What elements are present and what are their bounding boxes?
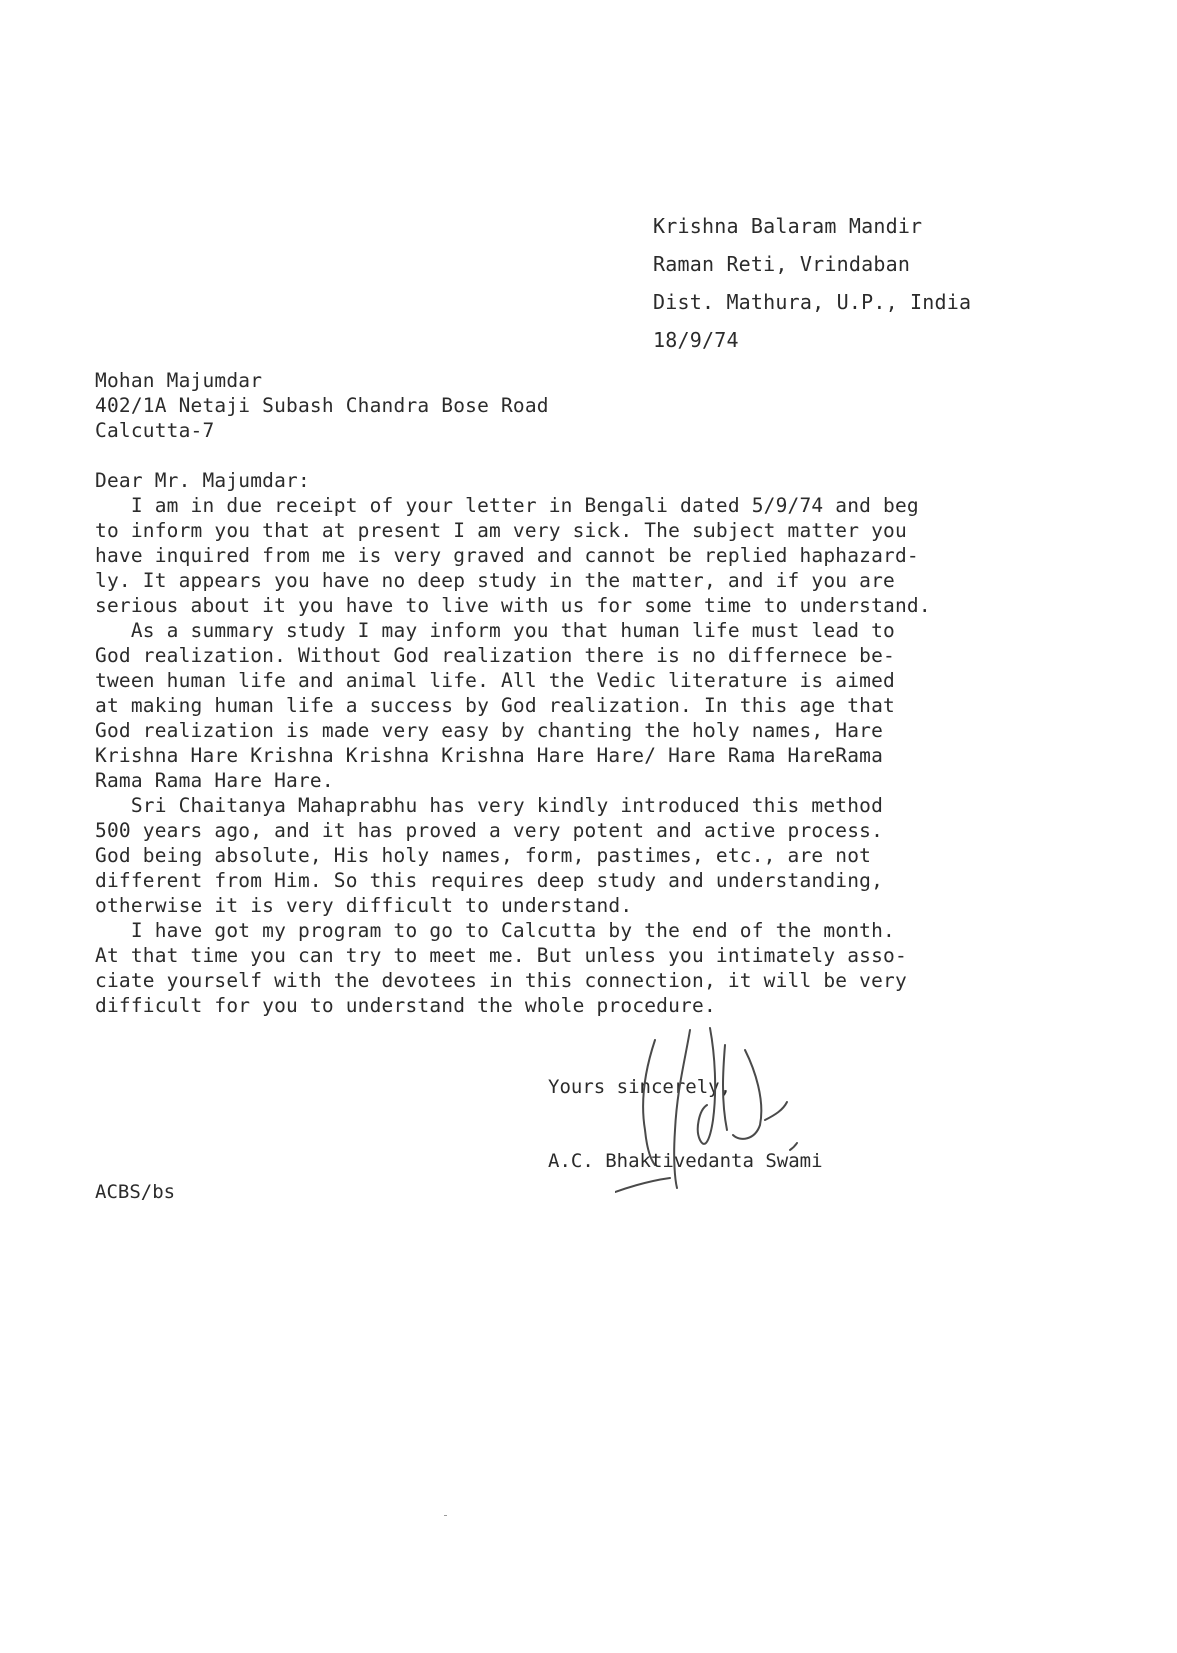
body-line: at making human life a success by God realization. In this age that [95, 694, 895, 717]
body-line: ciate yourself with the devotees in this connection, it will be very [95, 969, 907, 992]
body-line: I have got my program to go to Calcutta by the end of the month. [95, 919, 895, 942]
recipient-name: Mohan Majumdar [95, 369, 263, 392]
body-line: 500 years ago, and it has proved a very potent and active process. [95, 819, 884, 842]
body-line: to inform you that at present I am very sick. The subject matter you [95, 519, 907, 542]
letter-date: 18/9/74 [653, 328, 739, 352]
salutation: Dear Mr. Majumdar: [95, 469, 310, 492]
signer-name: A.C. Bhaktivedanta Swami [548, 1150, 823, 1172]
body-line: God being absolute, His holy names, form, pastimes, etc., are not [95, 844, 872, 867]
body-line: God realization is made very easy by chanting the holy names, Hare [95, 719, 884, 742]
body-line: serious about it you have to live with us for some time to understand. [95, 594, 931, 617]
sender-line-3: Dist. Mathura, U.P., India [653, 290, 972, 314]
sender-line-2: Raman Reti, Vrindaban [653, 252, 911, 276]
recipient-street: 402/1A Netaji Subash Chandra Bose Road [95, 394, 549, 417]
body-line: tween human life and animal life. All the Vedic literature is aimed [95, 669, 895, 692]
body-line: different from Him. So this requires deep study and understanding, [95, 869, 884, 892]
body-line: Sri Chaitanya Mahaprabhu has very kindly introduced this method [95, 794, 884, 817]
closing: Yours sincerely, [548, 1076, 732, 1098]
body-line: Rama Rama Hare Hare. [95, 769, 334, 792]
body-line: otherwise it is very difficult to understand. [95, 894, 633, 917]
body-line: have inquired from me is very graved and cannot be replied haphazard- [95, 544, 919, 567]
recipient-city: Calcutta-7 [95, 419, 215, 442]
paper-speck [444, 1515, 447, 1516]
body-line: I am in due receipt of your letter in Bengali dated 5/9/74 and beg [95, 494, 919, 517]
reference-initials: ACBS/bs [95, 1181, 176, 1203]
body-line: God realization. Without God realization there is no differnece be- [95, 644, 895, 667]
body-line: As a summary study I may inform you that human life must lead to [95, 619, 895, 642]
body-line: ly. It appears you have no deep study in the matter, and if you are [95, 569, 895, 592]
body-line: Krishna Hare Krishna Krishna Krishna Hare Hare/ Hare Rama HareRama [95, 744, 884, 767]
body-line: difficult for you to understand the whole procedure. [95, 994, 716, 1017]
body-line: At that time you can try to meet me. But unless you intimately asso- [95, 944, 907, 967]
sender-line-1: Krishna Balaram Mandir [653, 214, 923, 238]
